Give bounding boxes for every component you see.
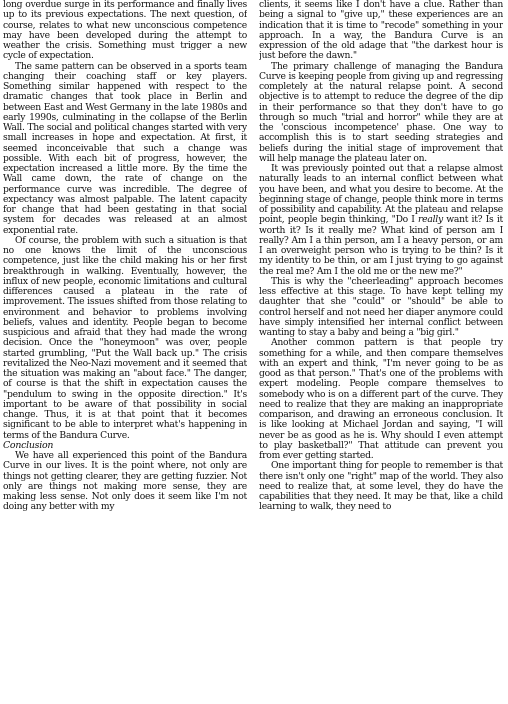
paragraph-text: want it? Is it worth it? Is it really me? What kind of person am I really? Am I a thin person, am I a heavy person, or am I an overweight person who is trying to be thin? Is it my identity to be thin, or am I just trying to go against the real me? Am I the old me or the new me?" xyxy=(259,214,503,277)
paragraph: One important thing for people to remember is that there isn't only one "right" map of the world. They also need to realize that, at some level, they do have the capabilities that they need. It may be that, like a child learning to walk, they need to xyxy=(259,460,503,513)
section-heading-conclusion: Conclusion xyxy=(3,439,54,451)
paragraph: We have all experienced this point of the Bandura Curve in our lives. It is the point where, not only are things not getting clearer, they are getting fuzzier. Not only are things not making more sense, they are making less sense. Not only does it seem like I'm not doing any better with my xyxy=(3,450,247,513)
paragraph xyxy=(259,164,503,277)
paragraph-text: It was previously pointed out that a relapse almost naturally leads to an internal conflict between what you have been, and what you desire to become. At the beginning stage of change, people think more in terms of possibility and capability. At the plateau and relapse point, people begin thinking, "Do I xyxy=(259,163,503,226)
paragraph: long overdue surge in its performance and finally lives up to its previous expectations. The next question, of course, relates to what new unconscious competence may have been developed during the attempt to weather the crisis. Something must trigger a new cycle of expectation. xyxy=(3,0,247,62)
paragraph: clients, it seems like I don't have a clue. Rather than being a signal to "give up," these experiences are an indication that it is time to "recode" something in your approach. In a way, the Bandura Curve is an expression of the old adage that "the darkest hour is just before the dawn." xyxy=(259,0,503,62)
right-text-column xyxy=(259,0,503,704)
left-text-column xyxy=(3,0,247,704)
paragraph: The same pattern can be observed in a sports team changing their coaching staff or key players. Something similar happened with respect to the dramatic changes that took place in Berlin and between East and West Germany in the late 1980s and early 1990s, culminating in the collapse of the Berlin Wall. The social and political changes started with very small increases in hope and expectation. At first, it seemed inconceivable that such a change was possible. With each bit of progress, however, the expectation increased a little more. By the time the Wall came down, the rate of change on the performance curve was incredible. The degree of expectancy was almost palpable. The latent capacity for change that had been gestating in that social system for decades was released at an almost exponential rate. xyxy=(3,60,247,236)
paragraph: Another common pattern is that people try something for a while, and then compare themselves with an expert and think, "I'm never going to be as good as that person." That's one of the problems with expert modeling. People compare themselves to somebody who is on a different part of the curve. They need to realize that they are making an inappropriate comparison, and drawing an erroneous conclusion. It is like looking at Michael Jordan and saying, "I will never be as good as he is. Why should I even attempt to play basketball?" That attitude can prevent you from ever getting started. xyxy=(259,337,503,461)
paragraph: The primary challenge of managing the Bandura Curve is keeping people from giving up and regressing completely at the natural relapse point. A second objective is to attempt to reduce the degree of the dip in their performance so that they don't have to go through so much "trial and horror" while they are at the 'conscious incompetence' phase. One way to accomplish this is to start seeding strategies and beliefs during the initial stage of improvement that will help manage the plateau later on. xyxy=(259,60,503,164)
emphasized-word: really xyxy=(418,214,443,226)
paragraph: This is why the "cheerleading" approach becomes less effective at this stage. To have kept telling my daughter that she "could" or "should" be able to control herself and not need her diaper anymore could have simply intensified her internal conflict between wanting to stay a baby and being a "big girl." xyxy=(259,275,503,338)
paragraph: Of course, the problem with such a situation is that no one knows the limit of the unconscious competence, just like the child making his or her first breakthrough in walking. Eventually, however, the influx of new people, economic limitations and cultural differences caused a plateau in the rate of improvement. The issues shifted from those relating to environment and behavior to problems involving beliefs, values and identity. People began to become suspicious and afraid that they had made the wrong decision. Once the "honeymoon" was over, people started grumbling, "Put the Wall back up." The crisis revitalized the Neo-Nazi movement and it seemed that the situation was making an "about face." The danger, of course is that the shift in expectation causes the "pendulum to swing in the opposite direction." It's important to be aware of that possibility in social change. Thus, it is at that point that it becomes significant to be able to interpret what's happening in terms of the Bandura Curve. xyxy=(3,234,247,441)
